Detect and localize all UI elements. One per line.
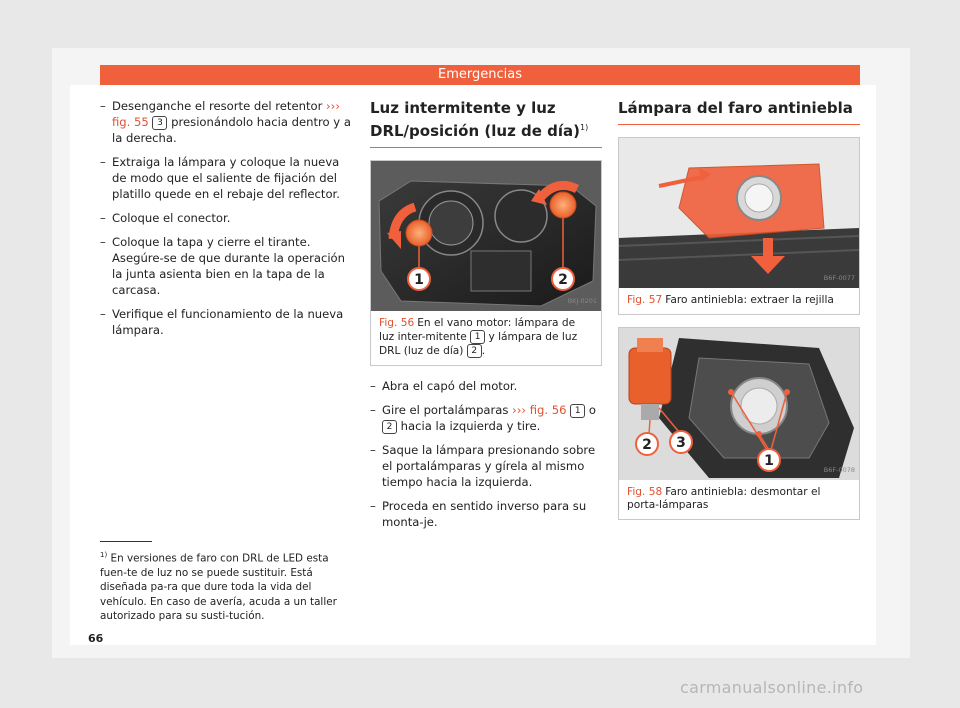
list-item: – Verifique el funcionamiento de la nueva lámpara. [100, 306, 352, 338]
figure-caption: Fig. 56 En el vano motor: lámpara de luz inter-mitente 1 y lámpara de luz DRL (luz de día) 2 . [379, 317, 578, 357]
callout-number: 2 [467, 344, 482, 358]
callout-number: 3 [152, 116, 167, 130]
list-item: – Desenganche el resorte del retentor ››› fig. 55 3 presionándolo hacia dentro y a la derecha. [100, 98, 352, 146]
figure-58 [618, 327, 860, 520]
list-item: – Gire el portalámparas ››› fig. 56 1 o 2 hacia la izquierda y tire. [370, 402, 602, 434]
fog-lamp-image [619, 328, 859, 480]
figure-57 [618, 137, 860, 315]
image-code: BKJ-0201 [567, 297, 597, 305]
list-item: – Extraiga la lámpara y coloque la nueva de modo que el saliente de fijación del platillo quede en el rebaje del reflector. [100, 154, 352, 202]
callout-number: 1 [570, 404, 585, 418]
steps-list [100, 98, 352, 338]
callout-1: 1 [414, 272, 424, 288]
column-right [618, 98, 860, 532]
image-code: B6F-0077 [823, 274, 855, 282]
callout-2: 2 [558, 272, 568, 288]
watermark: carmanualsonline.info [680, 678, 864, 697]
figure-56 [370, 160, 602, 366]
footnote: $^{1)}$ En versiones de faro con DRL de LED esta fuen-te de luz no se puede sustituir. Está diseñada pa-ra que dure toda la vida del vehículo. En caso de avería, acuda a un taller autorizado para su susti-tución. [100, 551, 337, 623]
callout-3: 3 [676, 435, 686, 451]
steps-list [370, 378, 602, 530]
callout-2: 2 [642, 437, 652, 453]
section-title: Luz intermitente y luz DRL/posición (luz de día)$^{1)}$ [370, 98, 602, 148]
list-item: – Proceda en sentido inverso para su monta-je. [370, 498, 602, 530]
fog-grille-image [619, 138, 859, 288]
headlight-image [371, 161, 601, 311]
figure-label: Fig. 57 [627, 294, 663, 306]
figure-link[interactable]: ››› fig. 56 [512, 403, 567, 417]
figure-link[interactable]: ››› fig. 55 [112, 99, 340, 129]
chapter-header: Emergencias [100, 65, 860, 85]
figure-caption: Fig. 57 Faro antiniebla: extraer la rejilla [627, 294, 834, 306]
section-title: Lámpara del faro antiniebla [618, 98, 860, 125]
list-item: – Saque la lámpara presionando sobre el portalámparas y gírela al mismo tiempo hacia la izquierda. [370, 442, 602, 490]
list-item: – Coloque el conector. [100, 210, 352, 226]
list-item: – Coloque la tapa y cierre el tirante. Asegúre-se de que durante la operación la junta asienta bien en la tapa de la carcasa. [100, 234, 352, 298]
callout-1: 1 [764, 453, 774, 469]
image-code: B6F-0078 [823, 466, 855, 474]
column-left [100, 98, 352, 346]
footnote-divider [100, 541, 152, 542]
list-item: – Abra el capó del motor. [370, 378, 602, 394]
callout-number: 1 [470, 330, 485, 344]
figure-caption: Fig. 58 Faro antiniebla: desmontar el porta-lámparas [627, 486, 821, 511]
figure-label: Fig. 58 [627, 486, 663, 498]
page-number: 66 [88, 632, 104, 645]
column-middle [370, 98, 602, 538]
callout-number: 2 [382, 420, 397, 434]
figure-label: Fig. 56 [379, 317, 415, 329]
